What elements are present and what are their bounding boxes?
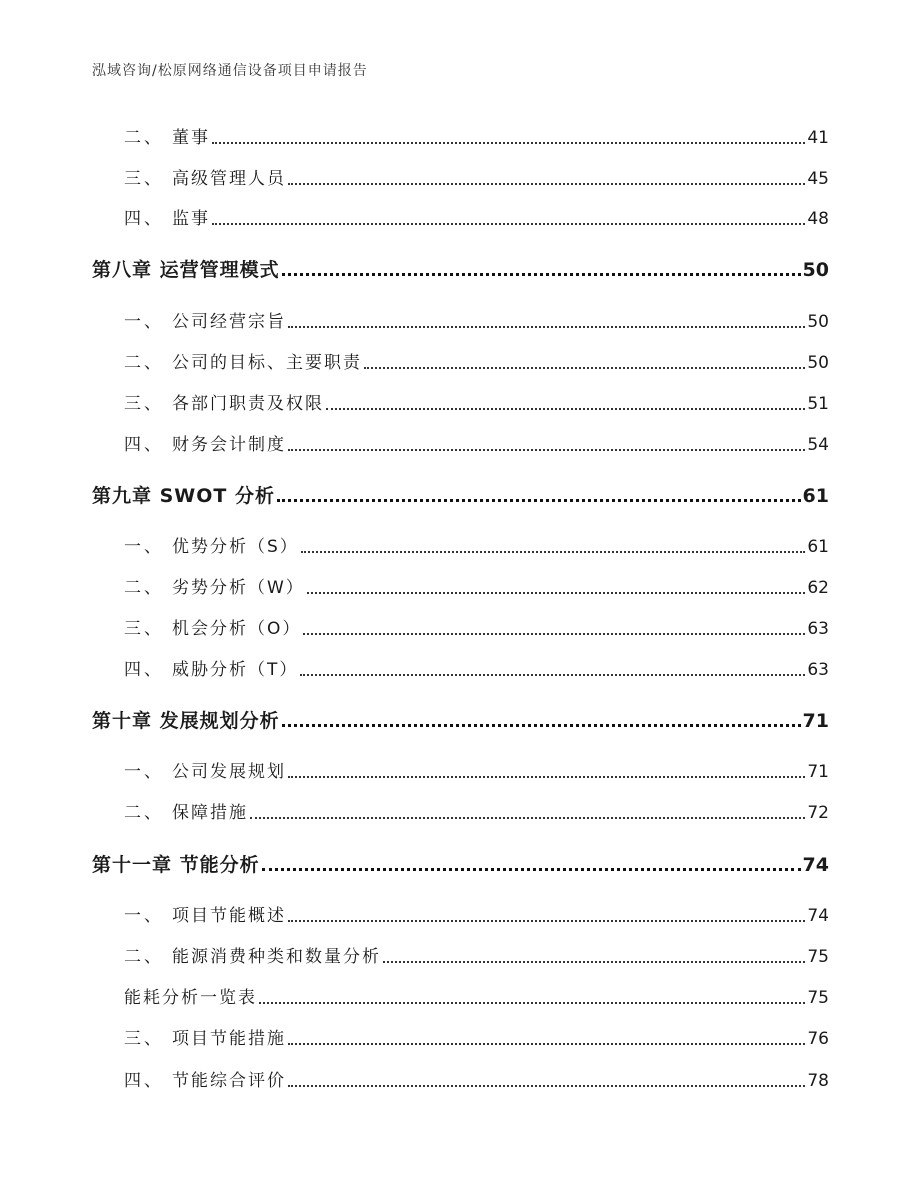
toc-entry-number: 一、 xyxy=(124,537,164,557)
toc-entry-title: 威胁分析（T） xyxy=(172,660,299,680)
toc-entry-number: 二、 xyxy=(124,128,164,148)
dot-leader xyxy=(288,326,805,328)
toc-entry[interactable] xyxy=(0,204,920,230)
toc-entry-number: 二、 xyxy=(124,353,164,373)
toc-chapter[interactable] xyxy=(0,706,920,732)
toc-chapter-title: 第九章 SWOT 分析 xyxy=(92,485,275,507)
toc-entry[interactable] xyxy=(0,1066,920,1092)
toc-entry-number: 三、 xyxy=(124,1029,164,1049)
toc-entry-title: 能耗分析一览表 xyxy=(124,988,257,1008)
toc-entry-page: 50 xyxy=(807,353,829,373)
toc-entry-title: 节能综合评价 xyxy=(172,1071,286,1091)
toc-entry[interactable] xyxy=(0,655,920,681)
dot-leader xyxy=(300,674,805,676)
toc-entry-page: 78 xyxy=(807,1071,829,1091)
toc-entry[interactable] xyxy=(0,798,920,824)
toc-entry[interactable] xyxy=(0,983,920,1009)
toc-entry-title: 项目节能措施 xyxy=(172,1029,286,1049)
toc-entry-page: 45 xyxy=(807,169,829,189)
toc-entry-number: 四、 xyxy=(124,209,164,229)
dot-leader xyxy=(364,367,805,369)
toc-entry[interactable] xyxy=(0,430,920,456)
toc-chapter-title: 第十章 发展规划分析 xyxy=(92,710,280,732)
toc-entry[interactable] xyxy=(0,901,920,927)
toc-chapter[interactable] xyxy=(0,255,920,281)
dot-leader xyxy=(288,920,805,922)
dot-leader xyxy=(288,1043,805,1045)
dot-leader xyxy=(288,1085,805,1087)
toc-entry-page: 74 xyxy=(807,906,829,926)
toc-entry[interactable] xyxy=(0,614,920,640)
toc-entry-page: 61 xyxy=(807,537,829,557)
toc-entry[interactable] xyxy=(0,389,920,415)
toc-entry-number: 二、 xyxy=(124,578,164,598)
toc-entry-number: 一、 xyxy=(124,906,164,926)
dot-leader xyxy=(259,1002,805,1004)
toc-entry-page: 72 xyxy=(807,803,829,823)
toc-entry-page: 50 xyxy=(807,312,829,332)
toc-entry[interactable] xyxy=(0,164,920,190)
toc-entry[interactable] xyxy=(0,942,920,968)
toc-entry-title: 公司经营宗旨 xyxy=(172,312,286,332)
toc-entry-title: 财务会计制度 xyxy=(172,435,286,455)
toc-entry-title: 保障措施 xyxy=(172,803,248,823)
toc-entry-title: 董事 xyxy=(172,128,210,148)
dot-leader xyxy=(326,408,805,410)
dot-leader xyxy=(250,817,805,819)
toc-entry-page: 75 xyxy=(807,988,829,1008)
toc-chapter[interactable] xyxy=(0,481,920,507)
toc-entry-title: 优势分析（S） xyxy=(172,537,299,557)
toc-entry-number: 四、 xyxy=(124,435,164,455)
toc-entry-number: 四、 xyxy=(124,660,164,680)
dot-leader xyxy=(282,273,801,276)
dot-leader xyxy=(288,449,805,451)
dot-leader xyxy=(288,776,805,778)
toc-entry[interactable] xyxy=(0,123,920,149)
toc-entry-page: 75 xyxy=(807,947,829,967)
toc-entry-page: 62 xyxy=(807,578,829,598)
toc-entry-title: 公司发展规划 xyxy=(172,762,286,782)
dot-leader xyxy=(307,592,806,594)
dot-leader xyxy=(303,633,805,635)
dot-leader xyxy=(212,142,805,144)
dot-leader xyxy=(262,868,801,871)
toc-entry-page: 54 xyxy=(807,435,829,455)
dot-leader xyxy=(212,223,805,225)
toc-entry-number: 一、 xyxy=(124,762,164,782)
toc-entry[interactable] xyxy=(0,532,920,558)
toc-entry[interactable] xyxy=(0,573,920,599)
toc-entry-title: 各部门职责及权限 xyxy=(172,394,324,414)
toc-entry-title: 机会分析（O） xyxy=(172,619,302,639)
dot-leader xyxy=(282,724,801,727)
dot-leader xyxy=(288,183,805,185)
toc-entry-number: 二、 xyxy=(124,803,164,823)
toc-entry-title: 劣势分析（W） xyxy=(172,578,305,598)
toc-entry-page: 63 xyxy=(807,619,829,639)
toc-entry-page: 71 xyxy=(807,762,829,782)
toc-chapter-page: 74 xyxy=(802,854,829,876)
toc-entry-number: 二、 xyxy=(124,947,164,967)
toc-entry-title: 项目节能概述 xyxy=(172,906,286,926)
toc-entry-title: 公司的目标、主要职责 xyxy=(172,353,362,373)
toc-entry[interactable] xyxy=(0,1024,920,1050)
toc-entry-title: 能源消费种类和数量分析 xyxy=(172,947,381,967)
toc-entry[interactable] xyxy=(0,757,920,783)
toc-entry-page: 48 xyxy=(807,209,829,229)
page-header: 泓域咨询/松原网络通信设备项目申请报告 xyxy=(92,63,368,79)
toc-chapter-page: 50 xyxy=(802,259,829,281)
toc-entry-title: 高级管理人员 xyxy=(172,169,286,189)
toc-entry-number: 一、 xyxy=(124,312,164,332)
toc-entry-number: 三、 xyxy=(124,619,164,639)
toc-entry-number: 四、 xyxy=(124,1071,164,1091)
dot-leader xyxy=(383,961,805,963)
toc-entry-page: 41 xyxy=(807,128,829,148)
toc-entry-title: 监事 xyxy=(172,209,210,229)
toc-entry[interactable] xyxy=(0,307,920,333)
toc-chapter-page: 71 xyxy=(802,710,829,732)
dot-leader xyxy=(301,551,806,553)
toc-entry-number: 三、 xyxy=(124,394,164,414)
toc-entry[interactable] xyxy=(0,348,920,374)
toc-entry-page: 63 xyxy=(807,660,829,680)
toc-chapter-page: 61 xyxy=(802,485,829,507)
toc-chapter[interactable] xyxy=(0,850,920,876)
toc-entry-number: 三、 xyxy=(124,169,164,189)
dot-leader xyxy=(277,499,801,502)
toc-entry-page: 51 xyxy=(807,394,829,414)
toc-chapter-title: 第十一章 节能分析 xyxy=(92,854,260,876)
toc-chapter-title: 第八章 运营管理模式 xyxy=(92,259,280,281)
toc-entry-page: 76 xyxy=(807,1029,829,1049)
